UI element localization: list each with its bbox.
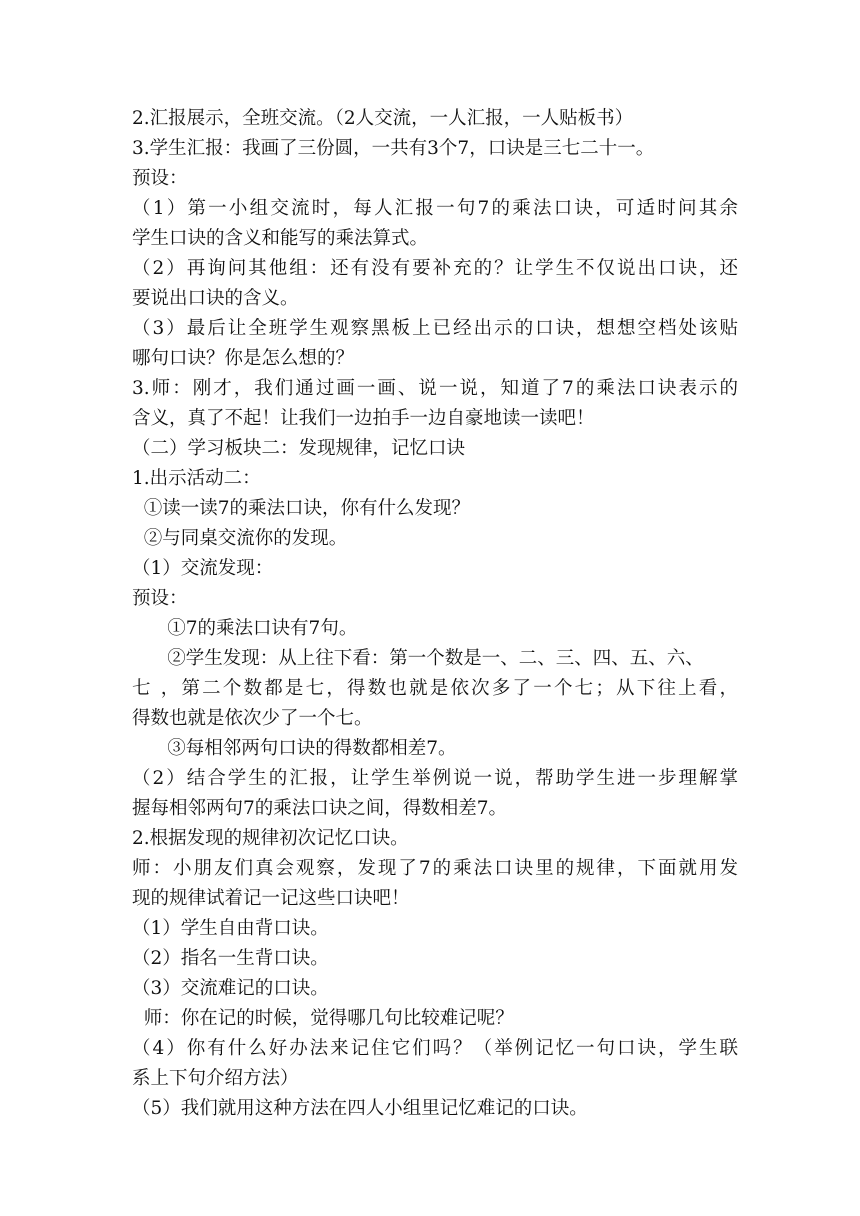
text-line: ②与同桌交流你的发现。 xyxy=(132,528,348,549)
text-line: ③每相邻两句口诀的得数都相差7。 xyxy=(132,738,457,759)
text-line: 握每相邻两句7的乘法口诀之间，得数相差7。 xyxy=(132,798,508,819)
text-line: 系上下句介绍方法） xyxy=(132,1068,299,1089)
text-line: （5）我们就用这种方法在四人小组里记忆难记的口诀。 xyxy=(132,1098,588,1119)
text-line: ②学生发现：从上往下看：第一个数是一、二、三、四、五、六、 xyxy=(132,648,704,669)
text-line: 含义，真了不起！让我们一边拍手一边自豪地读一读吧！ xyxy=(132,408,595,429)
text-line: 七 ，第二个数都是七，得数也就是依次多了一个七；从下往上看， xyxy=(132,678,738,699)
text-line: ①读一读7的乘法口诀，你有什么发现？ xyxy=(132,498,471,519)
text-line: 学生口诀的含义和能写的乘法算式。 xyxy=(132,228,429,249)
text-line: 2.汇报展示，全班交流。（2人交流，一人汇报，一人贴板书） xyxy=(132,108,634,129)
text-line: 1.出示活动二： xyxy=(132,468,261,489)
text-line: 师：你在记的时候，觉得哪几句比较难记呢？ xyxy=(132,1008,514,1029)
text-line: （2）指名一生背口诀。 xyxy=(132,948,329,969)
text-line: （4）你有什么好办法来记住它们吗？（举例记忆一句口诀，学生联 xyxy=(132,1038,738,1059)
text-line: 预设： xyxy=(132,588,188,609)
text-line: （1）学生自由背口诀。 xyxy=(132,918,329,939)
document-body xyxy=(132,104,738,1124)
section-heading: （二）学习板块二：发现规律，记忆口诀 xyxy=(132,438,466,459)
text-line: 3.学生汇报：我画了三份圆，一共有3个7，口诀是三七二十一。 xyxy=(132,138,655,159)
text-line: 得数也就是依次少了一个七。 xyxy=(132,708,373,729)
text-line: （3）交流难记的口诀。 xyxy=(132,978,329,999)
text-line: ①7的乘法口诀有7句。 xyxy=(132,618,358,639)
text-line: 师：小朋友们真会观察，发现了7的乘法口诀里的规律，下面就用发 xyxy=(132,858,738,879)
text-line: （1）交流发现： xyxy=(132,558,274,579)
text-line: （1）第一小组交流时，每人汇报一句7的乘法口诀，可适时问其余 xyxy=(132,198,738,219)
text-line: （2）结合学生的汇报，让学生举例说一说，帮助学生进一步理解掌 xyxy=(132,768,738,789)
text-line: （2）再询问其他组：还有没有要补充的？让学生不仅说出口诀，还 xyxy=(132,258,738,279)
text-line: 3.师：刚才，我们通过画一画、说一说，知道了7的乘法口诀表示的 xyxy=(132,378,738,399)
text-line: 要说出口诀的含义。 xyxy=(132,288,299,309)
text-line: 现的规律试着记一记这些口诀吧！ xyxy=(132,888,410,909)
text-line: （3）最后让全班学生观察黑板上已经出示的口诀，想想空档处该贴 xyxy=(132,318,738,339)
text-line: 2.根据发现的规律初次记忆口诀。 xyxy=(132,828,409,849)
text-line: 预设： xyxy=(132,168,188,189)
text-line: 哪句口诀？你是怎么想的？ xyxy=(132,348,355,369)
